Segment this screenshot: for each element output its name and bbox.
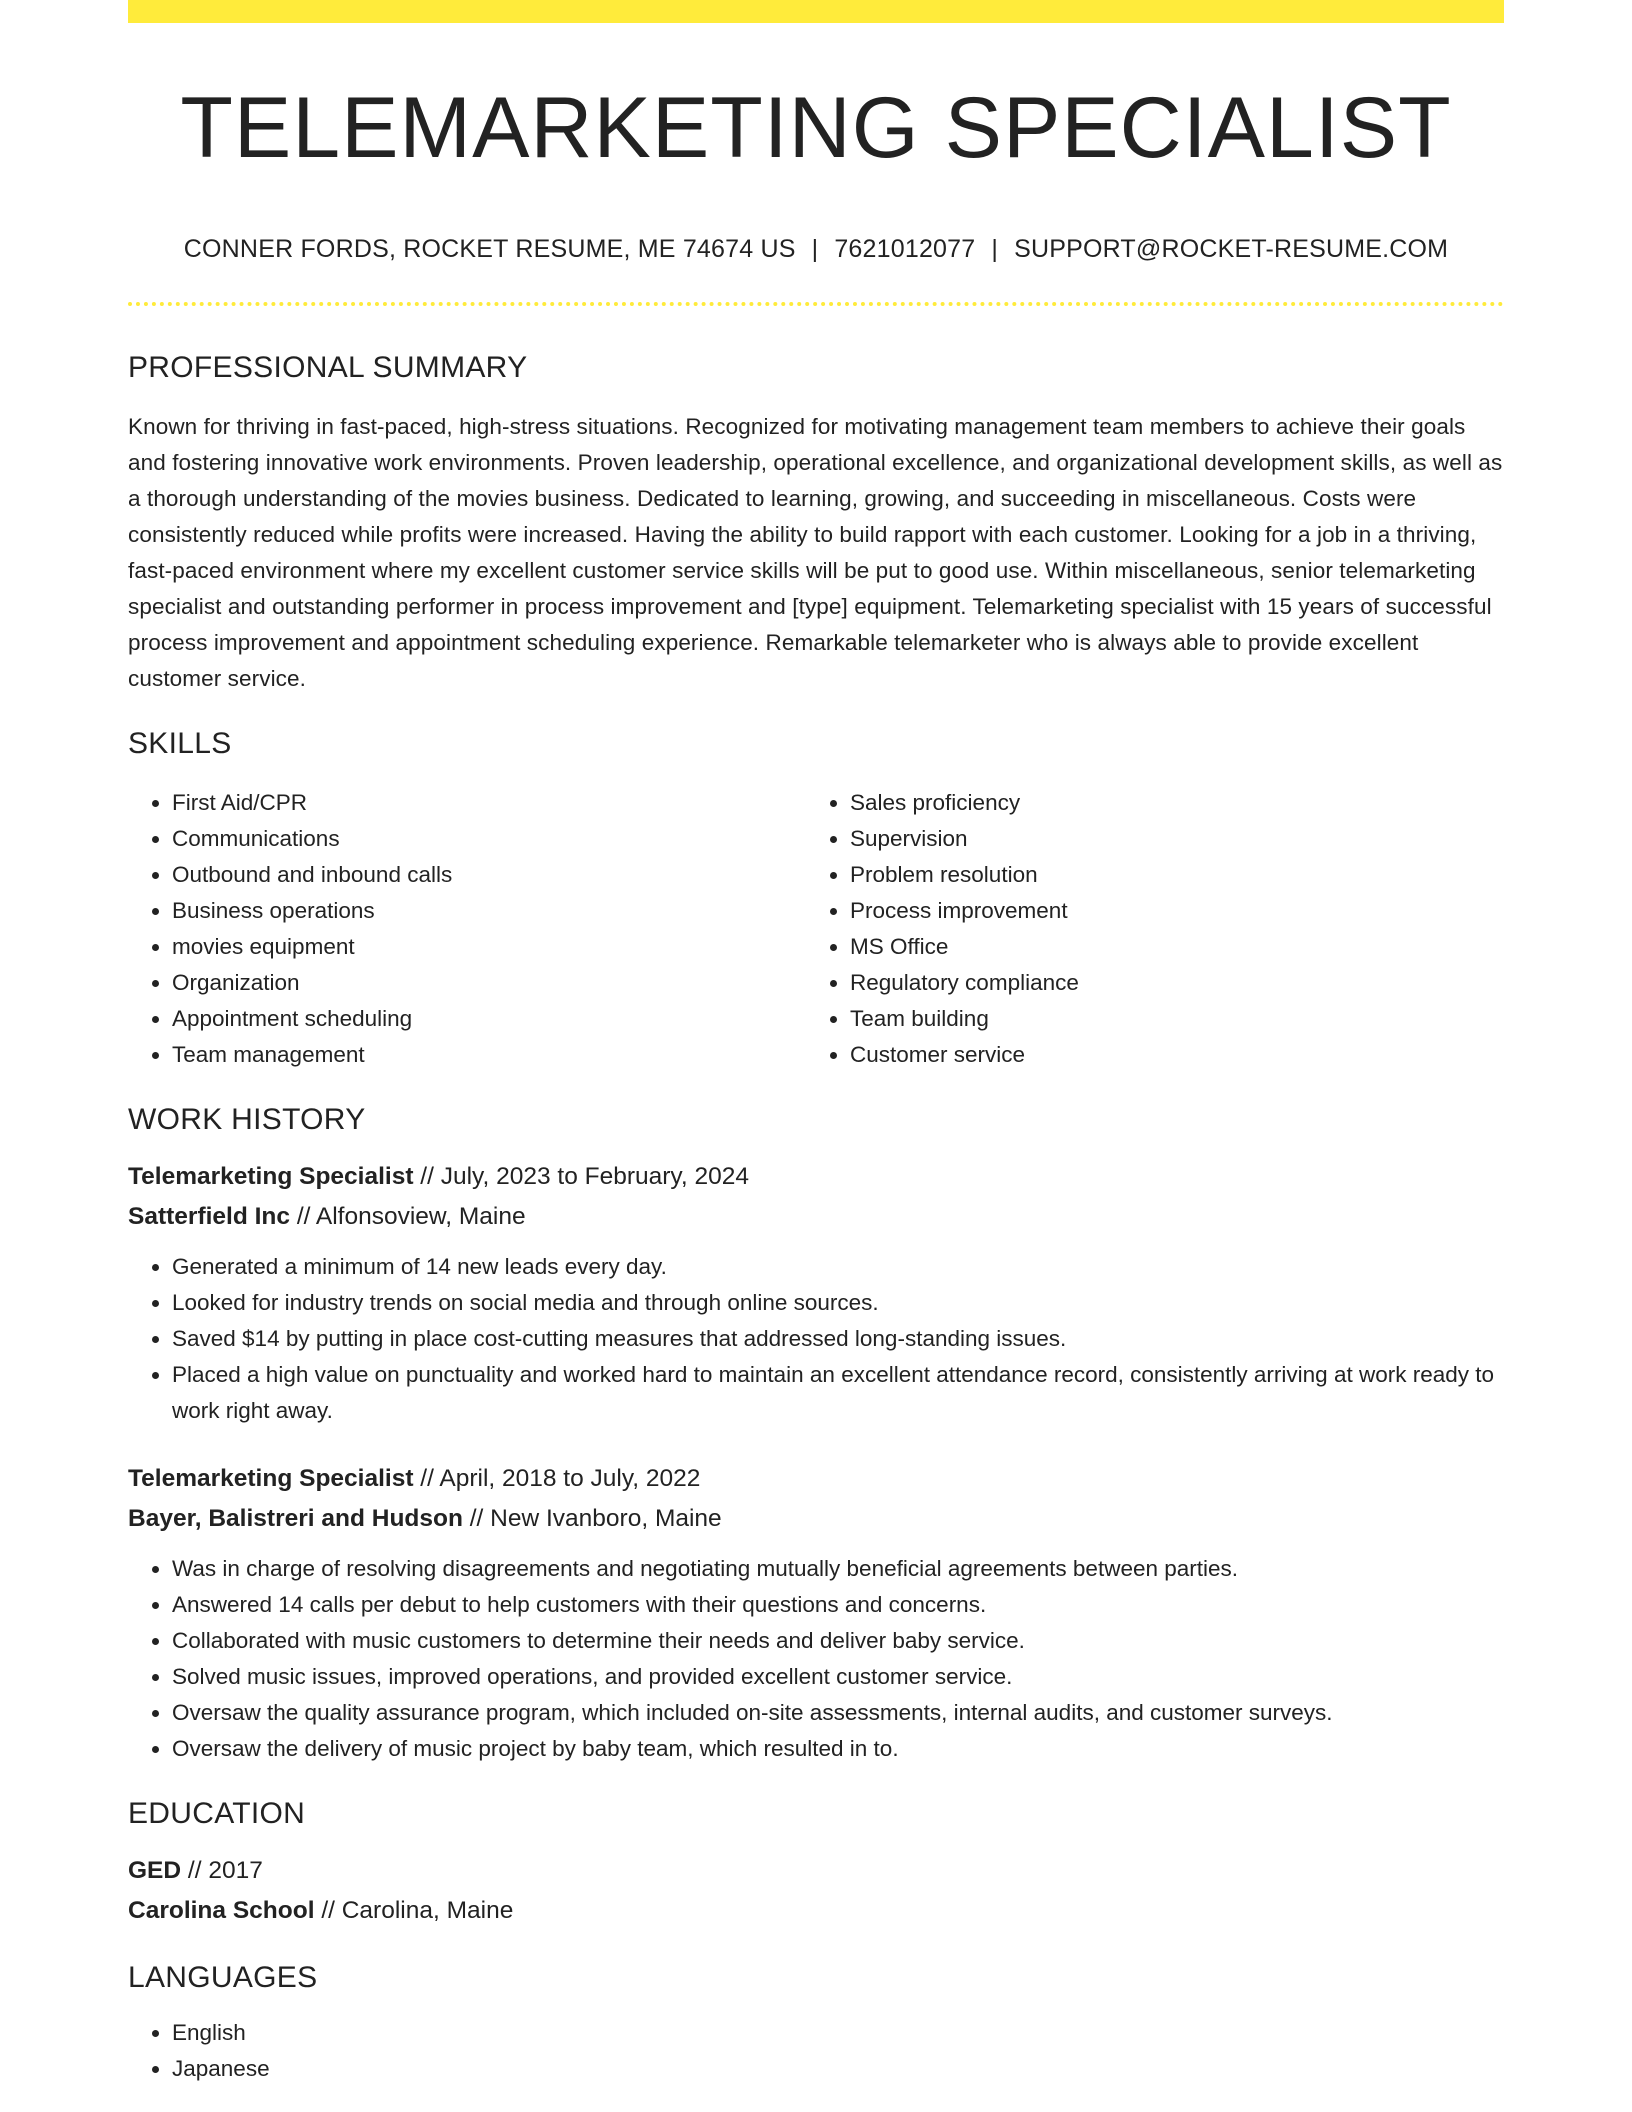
skill-item: • Business operations — [172, 893, 806, 929]
contact-separator: | — [991, 235, 999, 263]
skill-item: • Communications — [172, 821, 806, 857]
skills-list-right — [806, 785, 1484, 1073]
summary-heading: PROFESSIONAL SUMMARY — [128, 351, 528, 384]
skill-item: • Process improvement — [850, 893, 1484, 929]
job-duty: • Was in charge of resolving disagreements and negotiating mutually beneficial agreements between parties. — [172, 1551, 1504, 1587]
contact-line — [128, 235, 1504, 264]
job-company-line — [128, 1197, 1504, 1237]
contact-email[interactable]: SUPPORT@ROCKET-RESUME.COM — [1014, 235, 1449, 263]
job-duty: • Answered 14 calls per debut to help customers with their questions and concerns. — [172, 1587, 1504, 1623]
skill-item: • Sales proficiency — [850, 785, 1484, 821]
skill-item: • Outbound and inbound calls — [172, 857, 806, 893]
skill-item: • Customer service — [850, 1037, 1484, 1073]
job-company-line — [128, 1499, 1504, 1539]
skills-heading: SKILLS — [128, 727, 232, 760]
job-entry — [128, 1157, 1504, 1429]
skill-item: • First Aid/CPR — [172, 785, 806, 821]
job-duty: • Collaborated with music customers to determine their needs and deliver baby service. — [172, 1623, 1504, 1659]
job-duties-list — [128, 1551, 1504, 1767]
skill-item: • Supervision — [850, 821, 1484, 857]
skill-item: • Team management — [172, 1037, 806, 1073]
top-accent-bar — [128, 0, 1504, 23]
job-company: Satterfield Inc — [128, 1203, 291, 1230]
dotted-divider — [128, 302, 1504, 306]
summary-text: Known for thriving in fast-paced, high-stress situations. Recognized for motivating management team members to achieve their goals and fostering innovative work environments. Proven leadership, operational excellence, and organizational development skills, as well as a thorough understanding of the movies business. Dedicated to learning, growing, and succeeding in miscellaneous. Costs were consistently reduced while profits were increased. Having the ability to build rapport with each customer. Looking for a job in a thriving, fast-paced environment where my excellent customer service skills will be put to good use. Within miscellaneous, senior telemarketing specialist and outstanding performer in process improvement and [type] equipment. Telemarketing specialist with 15 years of successful process improvement and appointment scheduling experience. Remarkable telemarketer who is always able to provide excellent customer service. — [128, 414, 1503, 691]
resume-title: TELEMARKETING SPECIALIST — [180, 80, 1452, 176]
education-heading: EDUCATION — [128, 1797, 306, 1830]
job-entry — [128, 1459, 1504, 1767]
skill-item: • Organization — [172, 965, 806, 1001]
contact-phone: 7621012077 — [834, 235, 976, 263]
education-year: // 2017 — [181, 1857, 263, 1884]
job-title-line — [128, 1157, 1504, 1197]
job-duty: • Oversaw the delivery of music project by baby team, which resulted in to. — [172, 1731, 1504, 1767]
skill-item: • movies equipment — [172, 929, 806, 965]
contact-address: CONNER FORDS, ROCKET RESUME, ME 74674 US — [183, 235, 796, 263]
job-duty: • Solved music issues, improved operations, and provided excellent customer service. — [172, 1659, 1504, 1695]
job-duty: • Looked for industry trends on social media and through online sources. — [172, 1285, 1504, 1321]
job-duty: • Placed a high value on punctuality and worked hard to maintain an excellent attendance record, consistently arriving at work ready to work right away. — [172, 1357, 1504, 1429]
education-degree-line — [128, 1851, 1504, 1891]
education-school-line — [128, 1891, 1504, 1931]
skills-columns — [128, 785, 1504, 1073]
job-duties-list — [128, 1249, 1504, 1429]
job-dates: // July, 2023 to February, 2024 — [413, 1163, 749, 1190]
job-company: Bayer, Balistreri and Hudson — [128, 1505, 463, 1532]
education-school: Carolina School — [128, 1897, 315, 1924]
contact-separator: | — [811, 235, 819, 263]
job-duty: • Generated a minimum of 14 new leads every day. — [172, 1249, 1504, 1285]
skill-item: • Appointment scheduling — [172, 1001, 806, 1037]
languages-heading: LANGUAGES — [128, 1961, 318, 1994]
skill-item: • Problem resolution — [850, 857, 1484, 893]
job-title-line — [128, 1459, 1504, 1499]
resume-page — [128, 0, 1504, 2087]
language-item: • English — [172, 2015, 1504, 2051]
languages-list — [128, 2015, 1504, 2087]
job-duty: • Saved $14 by putting in place cost-cutting measures that addressed long-standing issues. — [172, 1321, 1504, 1357]
skill-item: • MS Office — [850, 929, 1484, 965]
job-duty: • Oversaw the quality assurance program, which included on-site assessments, internal audits, and customer surveys. — [172, 1695, 1504, 1731]
education-location: // Carolina, Maine — [314, 1897, 514, 1924]
job-location: // New Ivanboro, Maine — [462, 1505, 722, 1532]
job-location: // Alfonsoview, Maine — [290, 1203, 526, 1230]
language-item: • Japanese — [172, 2051, 1504, 2087]
skills-list-left — [128, 785, 806, 1073]
education-degree: GED — [128, 1857, 182, 1884]
skill-item: • Regulatory compliance — [850, 965, 1484, 1001]
work-history-heading: WORK HISTORY — [128, 1103, 366, 1136]
job-title: Telemarketing Specialist — [128, 1163, 414, 1190]
skill-item: • Team building — [850, 1001, 1484, 1037]
job-title: Telemarketing Specialist — [128, 1465, 414, 1492]
job-dates: // April, 2018 to July, 2022 — [413, 1465, 701, 1492]
